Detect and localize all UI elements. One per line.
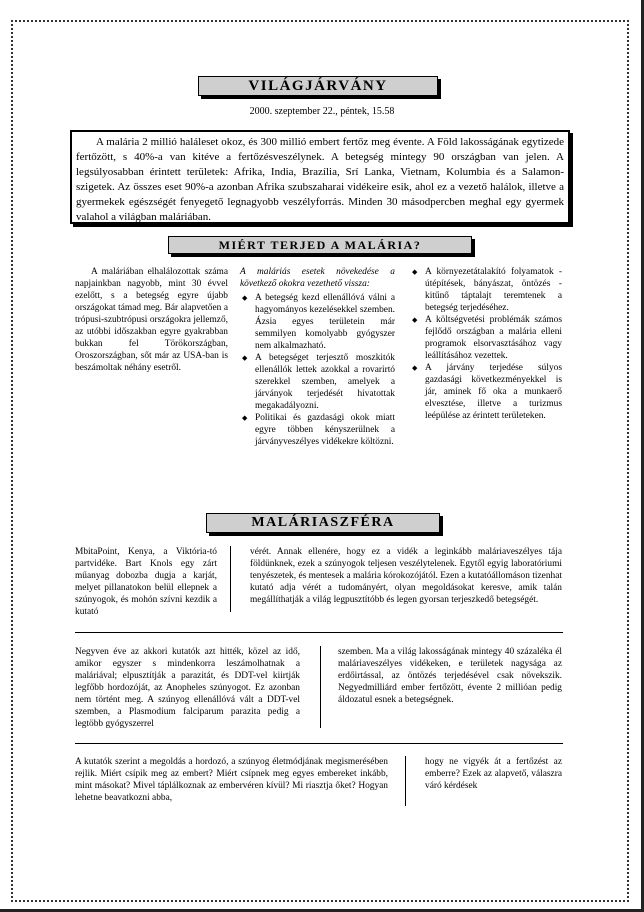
reasons-list-2 xyxy=(410,266,562,422)
article-block-2-left: Negyven éve az akkori kutatók azt hitték, közel az idő, amikor egyszer s mindenkorra leszámolhatnak a maláriával; elpusztítják a parazitát, és DDT-vel kiirtják legfőbb hordozóját, az Anopheles szúnyogot. Ez azonban nem történt meg. A szúnyog ellenállóvá vált a DDT-vel szemben, a Plasmodium falciparum parazita pedig a legtöbb gyógyszerrel xyxy=(75,647,300,729)
column-divider xyxy=(320,646,321,728)
article-block-1-left: MbitaPoint, Kenya, a Viktória-tó partvidéke. Bart Knols egy zárt műanyag dobozba dugja a karját, melyet pillanatokon belül ellepnek a szúnyogok, és mohón szívni kezdik a kutató xyxy=(75,547,217,617)
column-divider xyxy=(230,546,231,612)
list-item: ◆ A betegség kezd ellenállóvá válni a hagyományos kezelésekkel szemben. Ázsia egyes területein már semmilyen komolyabb gyógyszer nem alkalmazható. xyxy=(255,292,395,352)
block-divider xyxy=(75,743,563,744)
why-column-2: A maláriás esetek növekedése a következő okokra vezethető vissza: ◆ A betegség kezd ellenállóvá válni a hagyományos kezelésekkel szemben. Ázsia egyes területein már semmilyen komolyabb gyógyszer nem alkalmazható. ◆ A betegséget terjesztő moszkitók ellenállók lettek azokkal a rovarirtó szerekkel szemben, amelyek a járványok terjedését hivatottak megakadályozni. ◆ Politikai és gazdasági okok miatt egyre többen kényszerülnek a járványveszélyes vidékekre költözni. xyxy=(240,266,395,448)
column-divider xyxy=(405,756,406,806)
section-heading-why: MIÉRT TERJED A MALÁRIA? xyxy=(168,236,472,254)
list-item: ◆ A költségvetési problémák számos fejlődő országban a malária elleni programok elsorvasztásához vagy leállításához vezettek. xyxy=(425,314,562,362)
list-item: ◆ A környezetátalakító folyamatok - útépítések, bányászat, öntözés - kitűnő táptalajt teremtenek a betegség terjedéséhez. xyxy=(425,266,562,314)
why-column-1: A maláriában elhalálozottak száma napjainkban nagyobb, mint 30 évvel ezelőtt, s a betegség egyre újabb országokat támad meg. Bár alapvetően a trópusi-szubtrópusi országokra jellemző, az utóbbi időszakban egyre gyakrabban bukkan fel Törökországban, Oroszországban, sőt már az USA-ban is beszámoltak néhány esetről. xyxy=(75,267,228,373)
why-column-3 xyxy=(410,266,562,422)
reasons-list-1 xyxy=(240,292,395,448)
section-heading-malariasphere: MALÁRIASZFÉRA xyxy=(206,513,440,533)
block-divider xyxy=(75,632,563,633)
article-block-2-right: szemben. Ma a világ lakosságának mintegy 40 százaléka él maláriaveszélyes vidékeken, e területek nagysága az erdőirtással, az öntözés terjedésével csak növekszik. Negyedmilliárd ember fertőzött, évente 2 millióan pedig áldozatul esnek a betegségnek. xyxy=(338,647,562,705)
intro-text: A malária 2 millió haláleset okoz, és 300 millió embert fertőz meg évente. A Föld lakosságának egytizede fertőzött, s 40%-a van kitéve a fertőzésveszélynek. A betegség mintegy 90 országban van jelen. A legsúlyosabban érintett területek: Afrika, India, Brazília, Srí Lanka, Vietnam, Kolumbia és a Salamon-szigetek. Az összes eset 90%-a azonban Afrika szubszaharai vidékeire esik, ahol ez a vezető halálok, illetve a gyermekek egészségét fenyegető legnagyobb veszélyforrás. Minden 30 másodpercben meghal egy gyermek valahol a világban maláriában. xyxy=(76,136,564,223)
article-block-1-right: vérét. Annak ellenére, hogy ez a vidék a leginkább maláriaveszélyes tája földünknek, ezek a szúnyogok teljesen veszélytelenek. Egytől egyig laboratóriumi tenyészetek, és mentesek a malária kórokozójától. Ezen a kutatóállomáson tizenhat kutató adja vérét a tudományért, olyan megoldásokat keresve, amik talán megállíthatják a világ legpusztítóbb és legen gyorsan terjeszkedő betegségét. xyxy=(250,547,562,605)
intro-box xyxy=(70,130,570,224)
list-item: ◆ A járvány terjedése súlyos gazdasági következményekkel is jár, aminek fő oka a munkaerő elvesztése, illetve a turizmus leépülése az érintett területeken. xyxy=(425,362,562,422)
article-block-3-right: hogy ne vigyék át a fertőzést az emberre? Ezek az alapvető, válaszra váró kérdések xyxy=(425,757,562,791)
article-block-3-left: A kutatók szerint a megoldás a hordozó, a szúnyog életmódjának megismerésében rejlik. Miért csípik meg az embert? Miért csípnek meg egyes embereket inkább, mint másokat? Mivel táplálkoznak az embervéren kívül? Mi riasztja őket? Hogyan lehetne beavatkozni abba, xyxy=(75,757,388,803)
list-item: ◆ Politikai és gazdasági okok miatt egyre többen kényszerülnek a járványveszélyes vidékekre költözni. xyxy=(255,412,395,448)
list-item: ◆ A betegséget terjesztő moszkitók ellenállók lettek azokkal a rovarirtó szerekkel szemben, amelyek a járványok terjedését hivatottak megakadályozni. xyxy=(255,352,395,412)
date-line: 2000. szeptember 22., péntek, 15.58 xyxy=(249,106,395,117)
page-title: VILÁGJÁRVÁNY xyxy=(198,76,438,96)
